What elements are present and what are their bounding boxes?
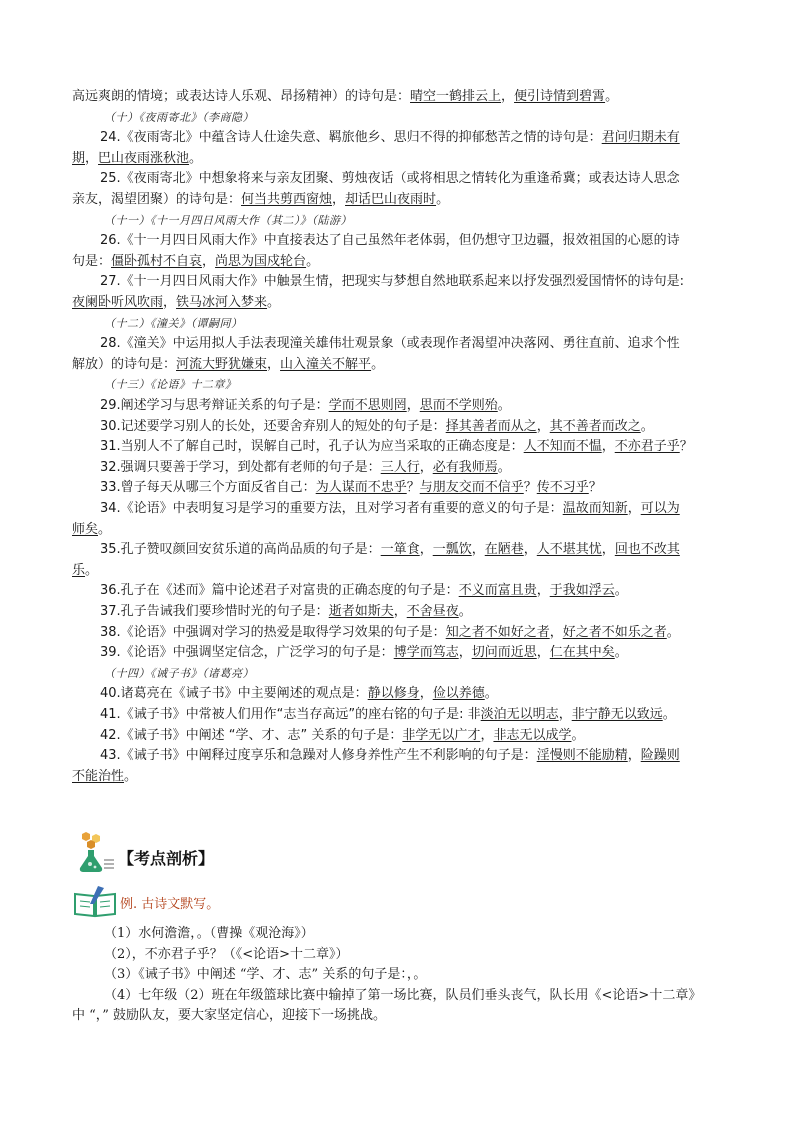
- flask-icon: [72, 830, 116, 874]
- line-prompt: 31.当别人不了解自己时，误解自己时，孔子认为应当采取的正确态度是：: [100, 439, 524, 455]
- separator: ，: [471, 542, 485, 558]
- separator: ，: [202, 253, 216, 269]
- text-line: [100, 624, 680, 642]
- answer-text: 何当共剪西窗烛: [241, 192, 333, 207]
- text-line: [72, 88, 618, 106]
- line-end: 。: [662, 707, 676, 722]
- line-end: 。: [267, 295, 281, 310]
- book-pen-icon: [72, 884, 118, 918]
- answer-text: 淫慢则不能励精: [536, 748, 628, 764]
- answer-text: 仁在其中矣: [549, 645, 615, 661]
- answer-text: 非宁静无以致远: [571, 707, 663, 722]
- line-prompt: 30.记述要学习别人的长处，还要舍弃别人的短处的句子是：: [100, 418, 446, 434]
- text-line: [100, 500, 680, 518]
- answer-text: 可以为: [640, 501, 680, 516]
- answer-text: 思而不学则殆: [419, 398, 498, 413]
- answer-text: 不义而富且贵: [458, 583, 537, 599]
- line-prompt: 43.《诫子书》中阐释过度享乐和急躁对人修身养性产生不利影响的句子是：: [100, 748, 537, 764]
- answer-text: 传不习乎: [536, 480, 589, 496]
- line-prompt: 35.孔子赞叹颜回安贫乐道的高尚品质的句子是：: [100, 542, 381, 558]
- text-line: [100, 727, 584, 745]
- line-end: 。: [436, 192, 450, 207]
- section-banner-title: 【考点剖析】: [118, 849, 215, 868]
- line-end: ？: [588, 480, 602, 496]
- answer-text: 一瓢饮: [432, 542, 472, 558]
- line-end: 。: [640, 418, 654, 434]
- answer-text: 于我如浮云: [549, 583, 615, 599]
- text-line: [72, 562, 98, 580]
- text-line: [72, 356, 384, 374]
- answer-text: 非学无以广才: [402, 727, 481, 743]
- separator: ，: [419, 686, 433, 702]
- line-end: 。: [458, 604, 472, 619]
- line-prompt: 亲友，渴望团聚）的诗句是：: [72, 192, 242, 207]
- text-line: [100, 479, 602, 497]
- separator: ，: [406, 398, 420, 413]
- answer-text: 其不善者而改之: [549, 418, 641, 434]
- separator: ，: [332, 192, 346, 207]
- answer-text: 在陋巷: [484, 542, 524, 558]
- line-prompt: 39.《论语》中强调坚定信念，广泛学习的句子是：: [100, 645, 394, 661]
- line-prompt: 40.诸葛亮在《诫子书》中主要阐述的观点是：: [100, 686, 368, 702]
- line-end: ？: [679, 439, 693, 455]
- text-line: [100, 603, 472, 621]
- answer-text: 知之者不如好之者: [445, 624, 550, 640]
- question-line: （3）《诫子书》中阐述 “学、才、志” 关系的句子是：，。: [104, 967, 427, 982]
- section-heading: （十一）《十一月四日风雨大作（其二）》（陆游）: [104, 213, 352, 227]
- answer-text: 淡泊无以明志: [480, 707, 559, 722]
- separator: ，: [267, 356, 281, 372]
- answer-text: 切问而近思: [471, 645, 537, 661]
- line-end: 。: [371, 356, 385, 372]
- answer-text: 君问归期未有: [601, 130, 680, 146]
- answer-text: 河流大野犹嫌束: [176, 356, 268, 372]
- line-prompt: 25.《夜雨寄北》中想象将来与亲友团聚、剪烛夜话（或将相思之情转化为重逢希冀；或表达诗人思念: [100, 171, 680, 187]
- example-label: 例. 古诗文默写。: [120, 897, 220, 912]
- answer-text: 险躁则: [640, 748, 680, 764]
- answer-text: 回也不改其: [614, 542, 680, 558]
- answer-text: 乐: [72, 562, 86, 578]
- separator: ，: [480, 727, 494, 743]
- answer-text: 僵卧孤村不自哀: [111, 253, 203, 269]
- line-end: 。: [497, 398, 511, 413]
- line-prompt: 27.《十一月四日风雨大作》中触景生情，把现实与梦想自然地联系起来以抒发强烈爱国情怀的诗句是:: [100, 274, 685, 290]
- separator: ，: [601, 439, 615, 455]
- answer-text: 逝者如斯夫: [328, 604, 394, 619]
- answer-text: 必有我师焉: [432, 459, 498, 475]
- separator: ，: [536, 418, 550, 434]
- answer-text: 与朋友交而不信乎: [419, 480, 524, 496]
- line-end: 。: [614, 645, 628, 661]
- line-prompt: 24.《夜雨寄北》中蕴含诗人仕途失意、羁旅他乡、思归不得的抑郁愁苦之情的诗句是：: [100, 130, 602, 146]
- line-prompt: 句是：: [72, 253, 112, 269]
- answer-text: 却话巴山夜雨时: [345, 192, 437, 207]
- answer-text: 期: [72, 150, 86, 166]
- answer-text: 学而不思则罔: [328, 398, 407, 413]
- separator: ，: [536, 645, 550, 661]
- separator: ，: [523, 542, 537, 558]
- text-line: [72, 521, 111, 539]
- line-prompt: 高远爽朗的情境；或表达诗人乐观、昂扬精神）的诗句是：: [72, 89, 411, 104]
- line-prompt: 26.《十一月四日风雨大作》中直接表达了自己虽然年老体弱，但仍想守卫边疆，报效祖国的心愿的诗: [100, 233, 680, 249]
- answer-text: 尚思为国戍轮台: [215, 253, 307, 269]
- line-end: 。: [124, 768, 138, 784]
- line-prompt: 38.《论语》中强调对学习的热爱是取得学习效果的句子是：: [100, 624, 446, 640]
- question-line: 中 “，” 鼓励队友，要大家坚定信心，迎接下一场挑战。: [72, 1008, 387, 1023]
- line-end: 。: [189, 150, 203, 166]
- answer-text: 博学而笃志: [393, 645, 459, 661]
- text-line: [100, 129, 680, 147]
- text-line: [100, 335, 680, 353]
- text-line: [100, 397, 511, 415]
- separator: ，: [163, 295, 177, 310]
- section-heading: （十二）《潼关》（谭嗣同）: [104, 316, 243, 330]
- separator: ？: [406, 480, 420, 496]
- answer-text: 夜阑卧听风吹雨: [72, 295, 164, 310]
- section-heading: （十四）《诫子书》（诸葛亮）: [104, 666, 254, 680]
- answer-text: 人不堪其忧: [536, 542, 602, 558]
- text-line: [100, 459, 511, 477]
- text-line: [100, 170, 680, 188]
- section-heading: （十三）《论语》十二章》: [104, 378, 237, 392]
- line-prompt: 29.阐述学习与思考辩证关系的句子是：: [100, 398, 329, 413]
- line-end: 。: [666, 624, 680, 640]
- answer-text: 人不知而不愠: [523, 439, 602, 455]
- separator: ，: [501, 89, 515, 104]
- text-line: [100, 273, 684, 291]
- line-prompt: 34.《论语》中表明复习是学习的重要方法，且对学习者有重要的意义的句子是：: [100, 501, 563, 516]
- answer-text: 非志无以成学: [493, 727, 572, 743]
- line-prompt: 32.强调只要善于学习，到处都有老师的句子是：: [100, 459, 381, 475]
- separator: ，: [627, 501, 641, 516]
- text-line: [72, 294, 280, 312]
- answer-text: 师矣: [72, 521, 99, 537]
- text-line: [100, 232, 680, 250]
- separator: ，: [419, 459, 433, 475]
- answer-text: 不亦君子乎: [614, 439, 680, 455]
- text-line: [72, 150, 202, 168]
- separator: ？: [523, 480, 537, 496]
- line-end: 。: [497, 459, 511, 475]
- line-prompt: 28.《潼关》中运用拟人手法表现潼关雄伟壮观景象（或表现作者渴望冲决落网、勇往直前、追求个性: [100, 336, 680, 352]
- line-prompt: 41.《诫子书》中常被人们用作“志当存高远”的座右铭的句子是: 非: [100, 707, 481, 722]
- line-end: 。: [605, 89, 619, 104]
- answer-text: 择其善者而从之: [445, 418, 537, 434]
- separator: ，: [393, 604, 407, 619]
- answer-text: 不舍昼夜: [406, 604, 459, 619]
- line-end: 。: [85, 562, 99, 578]
- line-prompt: 36.孔子在《述而》篇中论述君子对富贵的正确态度的句子是：: [100, 583, 459, 599]
- answer-text: 巴山夜雨涨秋池: [98, 150, 190, 166]
- separator: ，: [627, 748, 641, 764]
- line-end: 。: [614, 583, 628, 599]
- answer-text: 俭以养德: [432, 686, 485, 702]
- text-line: [100, 706, 676, 724]
- answer-text: 便引诗情到碧霄: [514, 89, 606, 104]
- line-prompt: 42.《诫子书》中阐述 “学、才、志” 关系的句子是：: [100, 727, 403, 743]
- text-line: [100, 582, 628, 600]
- text-line: [100, 747, 680, 765]
- separator: ，: [536, 583, 550, 599]
- answer-text: 好之者不如乐之者: [562, 624, 667, 640]
- line-end: 。: [484, 686, 498, 702]
- separator: ，: [601, 542, 615, 558]
- text-line: [72, 253, 319, 271]
- answer-text: 为人谋而不忠乎: [315, 480, 407, 496]
- answer-text: 三人行: [380, 459, 420, 475]
- line-end: 。: [306, 253, 320, 269]
- text-line: [100, 685, 498, 703]
- separator: ，: [549, 624, 563, 640]
- answer-text: 一箪食: [380, 542, 420, 558]
- line-prompt: 解放）的诗句是：: [72, 356, 177, 372]
- section-heading: （十）《夜雨寄北》（李商隐）: [104, 110, 254, 124]
- answer-text: 温故而知新: [562, 501, 628, 516]
- text-line: [100, 541, 680, 559]
- text-line: [100, 418, 654, 436]
- question-line: （4）七年级（2）班在年级篮球比赛中输掉了第一场比赛，队员们垂头丧气，队长用《<论语>十二章》: [104, 987, 702, 1003]
- separator: ，: [419, 542, 433, 558]
- line-prompt: 37.孔子告诫我们要珍惜时光的句子是：: [100, 604, 329, 619]
- separator: ，: [85, 150, 99, 166]
- answer-text: 山入潼关不解平: [280, 356, 372, 372]
- answer-text: 晴空一鹤排云上: [410, 89, 502, 104]
- text-line: [72, 191, 449, 209]
- question-line: （2），不亦君子乎？（《<论语>十二章》）: [104, 946, 349, 962]
- question-line: （1）水何澹澹，。（曹操《观沧海》）: [104, 926, 314, 941]
- separator: ，: [458, 645, 472, 661]
- separator: ，: [558, 707, 572, 722]
- answer-text: 铁马冰河入梦来: [176, 295, 268, 310]
- text-line: [72, 768, 137, 786]
- text-line: [100, 644, 628, 662]
- answer-text: 不能治性: [72, 768, 125, 784]
- line-end: 。: [571, 727, 585, 743]
- text-line: [100, 438, 693, 456]
- line-prompt: 33.曾子每天从哪三个方面反省自己：: [100, 480, 316, 496]
- answer-text: 静以修身: [367, 686, 420, 702]
- line-end: 。: [98, 521, 112, 537]
